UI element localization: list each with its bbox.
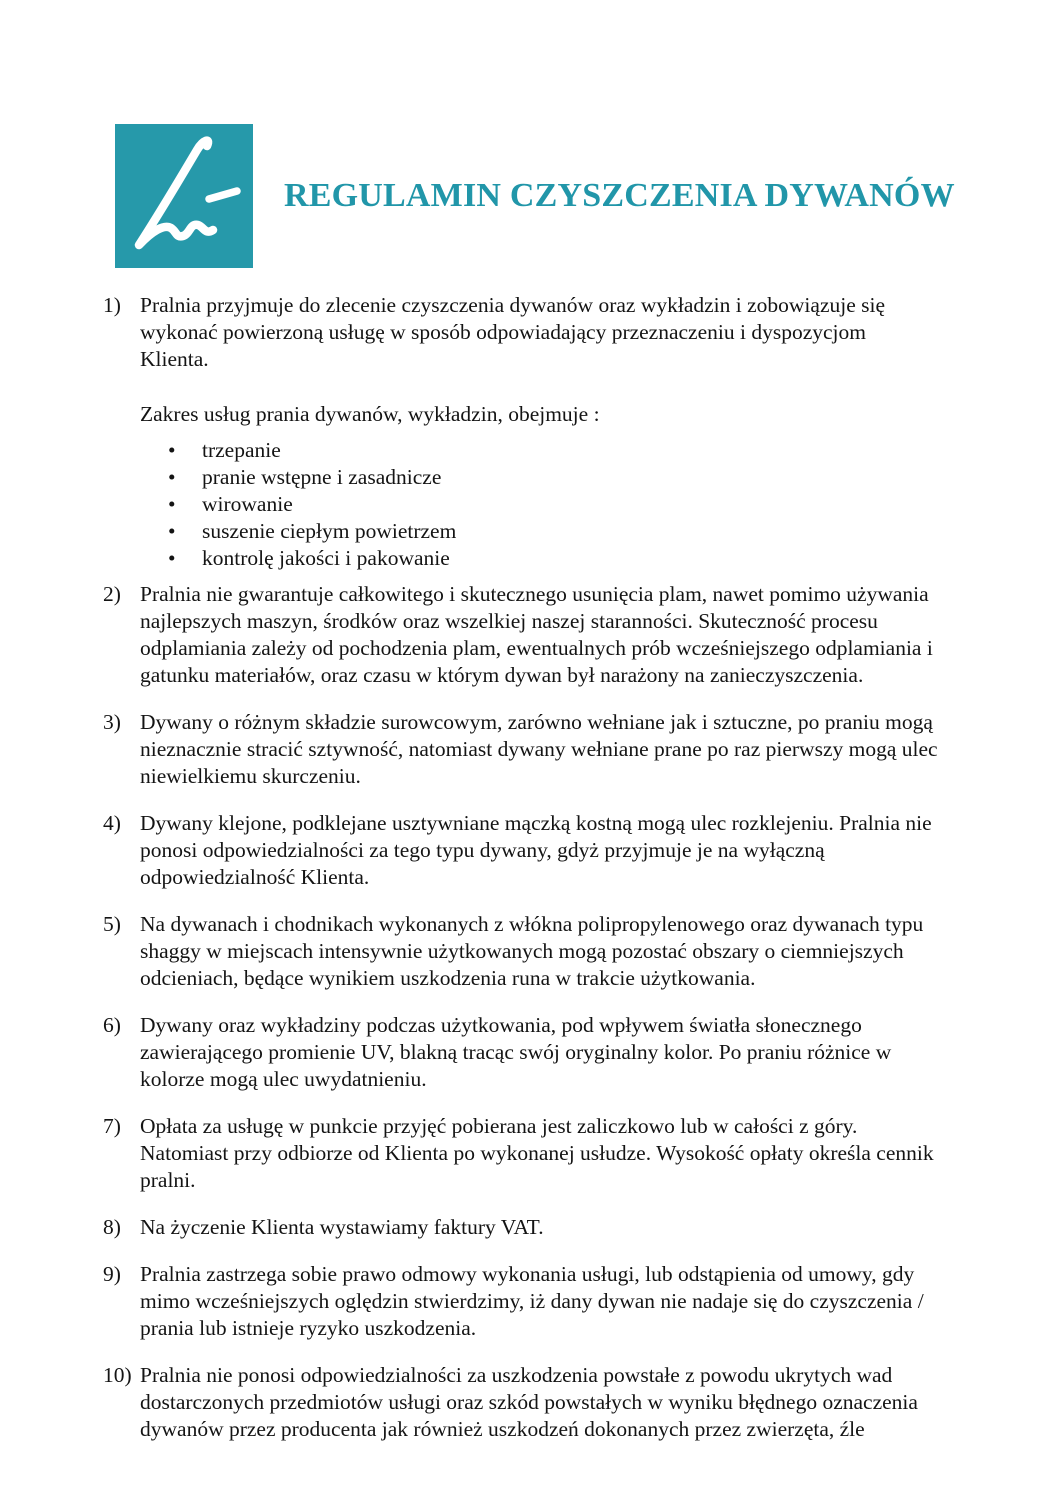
item-body — [140, 292, 939, 572]
item-number: 2) — [103, 582, 121, 606]
bullet-text: wirowanie — [202, 492, 293, 516]
item-number: 7) — [103, 1114, 121, 1138]
bullet-item — [140, 437, 939, 464]
bullet-icon: • — [168, 546, 176, 570]
item-number: 10) — [103, 1363, 132, 1387]
regulation-item-10 — [103, 1362, 939, 1443]
item-text: Na życzenie Klienta wystawiamy faktury VAT. — [140, 1215, 544, 1239]
item-number: 6) — [103, 1013, 121, 1037]
company-logo — [115, 124, 253, 268]
regulations-list — [103, 292, 939, 1463]
regulation-item-3 — [103, 709, 939, 790]
item-number: 8) — [103, 1215, 121, 1239]
sublist-intro: Zakres usług prania dywanów, wykładzin, obejmuje : — [140, 402, 600, 426]
bullet-icon: • — [168, 519, 176, 543]
regulation-item-4 — [103, 810, 939, 891]
item-number: 9) — [103, 1262, 121, 1286]
bullet-icon: • — [168, 465, 176, 489]
item-text: Dywany o różnym składzie surowcowym, zarówno wełniane jak i sztuczne, po praniu mogą nieznacznie stracić sztywność, natomiast dywany wełniane prane po raz pierwszy mogą ulec niewielkiemu skurczeniu. — [140, 710, 938, 788]
regulation-item-1 — [103, 292, 939, 572]
item-number: 4) — [103, 811, 121, 835]
item-text: Pralnia nie ponosi odpowiedzialności za uszkodzenia powstałe z powodu ukrytych wad dostarczonych przedmiotów usługi oraz szkód powstałych w wyniku błędnego oznaczenia dywanów przez producenta jak również uszkodzeń dokonanych przez zwierzęta, źle — [140, 1363, 918, 1441]
bullet-item — [140, 464, 939, 491]
item-text: Dywany klejone, podklejane usztywniane mączką kostną mogą ulec rozklejeniu. Pralnia nie ponosi odpowiedzialności za tego typu dywany, gdyż przyjmuje je na wyłączną odpowiedzialność Klienta. — [140, 811, 932, 889]
bullet-item — [140, 545, 939, 572]
bullet-text: kontrolę jakości i pakowanie — [202, 546, 450, 570]
document-header — [115, 124, 955, 268]
item-text: Pralnia nie gwarantuje całkowitego i skutecznego usunięcia plam, nawet pomimo używania najlepszych maszyn, środków oraz wszelkiej naszej staranności. Skuteczność procesu odplamiania zależy od pochodzenia plam, ewentualnych prób wcześniejszego odplamiania i gatunku materiałów, oraz czasu w którym dywan był narażony na zanieczyszczenia. — [140, 582, 933, 687]
item-text: Pralnia zastrzega sobie prawo odmowy wykonania usługi, lub odstąpienia od umowy, gdy mimo wcześniejszych oględzin stwierdzimy, iż dany dywan nie nadaje się do czyszczenia / prania lub istnieje ryzyko uszkodzenia. — [140, 1262, 924, 1340]
item-text: Dywany oraz wykładziny podczas użytkowania, pod wpływem światła słonecznego zawierającego promienie UV, blakną tracąc swój oryginalny kolor. Po praniu różnice w kolorze mogą ulec uwydatnieniu. — [140, 1013, 892, 1091]
regulation-item-9 — [103, 1261, 939, 1342]
regulation-item-8 — [103, 1214, 939, 1241]
item-number: 5) — [103, 912, 121, 936]
bullet-icon: • — [168, 438, 176, 462]
bullet-item — [140, 491, 939, 518]
regulation-item-2 — [103, 581, 939, 689]
item-text: Na dywanach i chodnikach wykonanych z włókna polipropylenowego oraz dywanach typu shaggy w miejscach intensywnie użytkowanych mogą pozostać obszary o ciemniejszych odcieniach, będące wynikiem uszkodzenia runa w trakcie użytkowania. — [140, 912, 924, 990]
bullet-text: trzepanie — [202, 438, 281, 462]
item-text: Opłata za usługę w punkcie przyjęć pobierana jest zaliczkowo lub w całości z góry. Natomiast przy odbiorze od Klienta po wykonanej usłudze. Wysokość opłaty określa cennik pralni. — [140, 1114, 934, 1192]
regulation-item-7 — [103, 1113, 939, 1194]
regulation-item-5 — [103, 911, 939, 992]
bullet-text: suszenie ciepłym powietrzem — [202, 519, 457, 543]
bullet-item — [140, 518, 939, 545]
item-number: 1) — [103, 293, 121, 317]
bullet-icon: • — [168, 492, 176, 516]
document-title: REGULAMIN CZYSZCZENIA DYWANÓW — [284, 177, 955, 214]
services-bullet-list — [140, 437, 939, 572]
regulation-item-6 — [103, 1012, 939, 1093]
logo-signature-icon — [115, 124, 253, 268]
bullet-text: pranie wstępne i zasadnicze — [202, 465, 442, 489]
item-text: Pralnia przyjmuje do zlecenie czyszczenia dywanów oraz wykładzin i zobowiązuje się wykonać powierzoną usługę w sposób odpowiadający przeznaczeniu i dyspozycjom Klienta. — [140, 293, 886, 371]
item-number: 3) — [103, 710, 121, 734]
